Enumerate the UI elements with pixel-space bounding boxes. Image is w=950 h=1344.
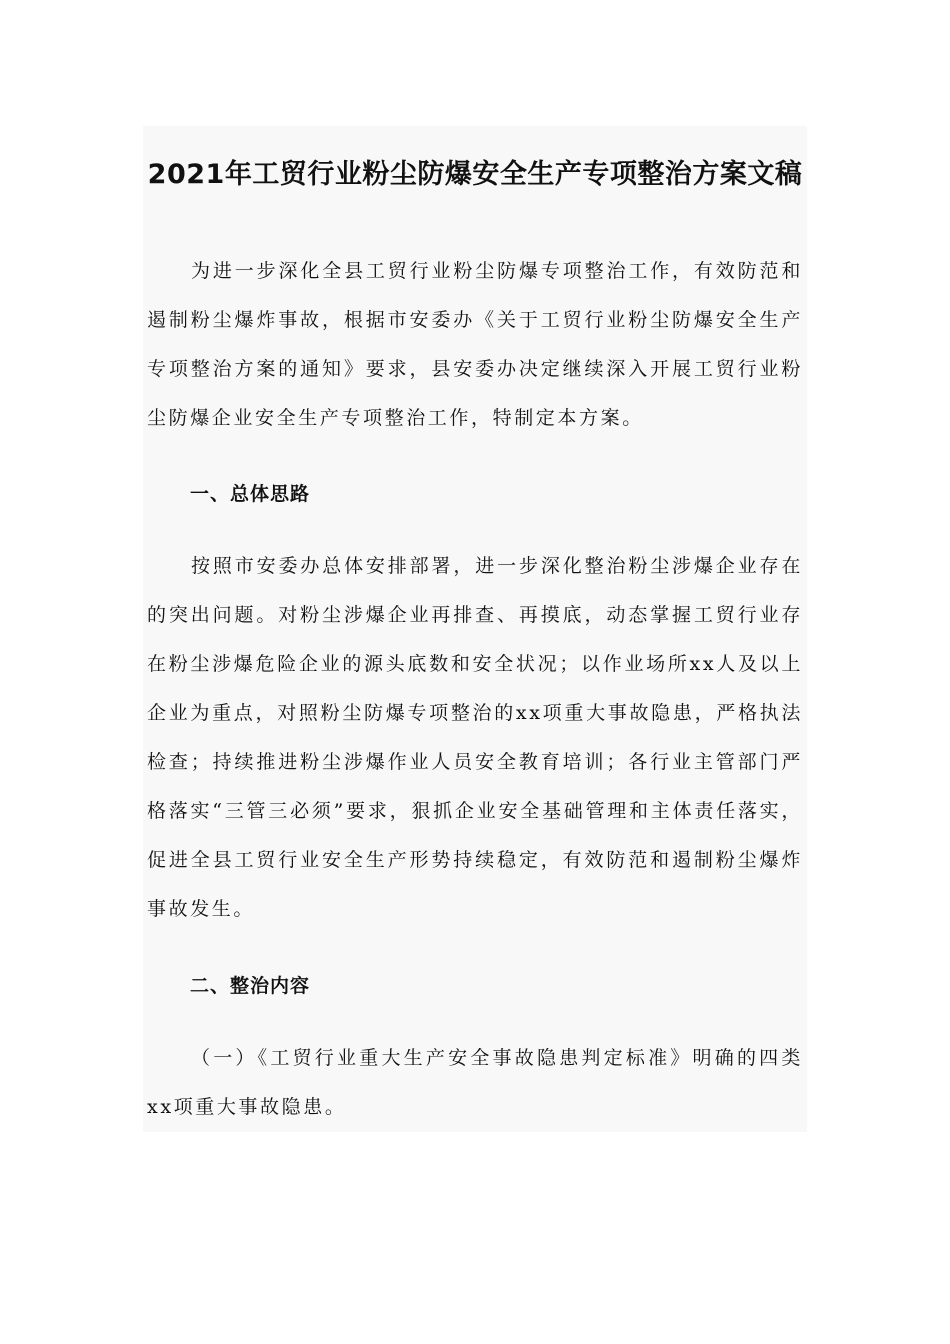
document-title: 2021年工贸行业粉尘防爆安全生产专项整治方案文稿	[147, 159, 803, 191]
intro-paragraph: 为进一步深化全县工贸行业粉尘防爆专项整治工作，有效防范和遏制粉尘爆炸事故，根据市安委办《关于工贸行业粉尘防爆安全生产专项整治方案的通知》要求，县安委办决定继续深入开展工贸行业粉尘防爆企业安全生产专项整治工作，特制定本方案。	[147, 260, 803, 429]
section-heading-rectification-content: 二、整治内容	[190, 975, 311, 997]
section-heading-overall-approach: 一、总体思路	[190, 483, 311, 505]
rectification-content-paragraph: （一）《工贸行业重大生产安全事故隐患判定标准》明确的四类xx项重大事故隐患。	[147, 1047, 803, 1118]
overall-approach-paragraph: 按照市安委办总体安排部署，进一步深化整治粉尘涉爆企业存在的突出问题。对粉尘涉爆企业再排查、再摸底，动态掌握工贸行业存在粉尘涉爆危险企业的源头底数和安全状况；以作业场所xx人及以上企业为重点，对照粉尘防爆专项整治的xx项重大事故隐患，严格执法检查；持续推进粉尘涉爆作业人员安全教育培训；各行业主管部门严格落实“三管三必须”要求，狠抓企业安全基础管理和主体责任落实，促进全县工贸行业安全生产形势持续稳定，有效防范和遏制粉尘爆炸事故发生。	[147, 555, 803, 920]
